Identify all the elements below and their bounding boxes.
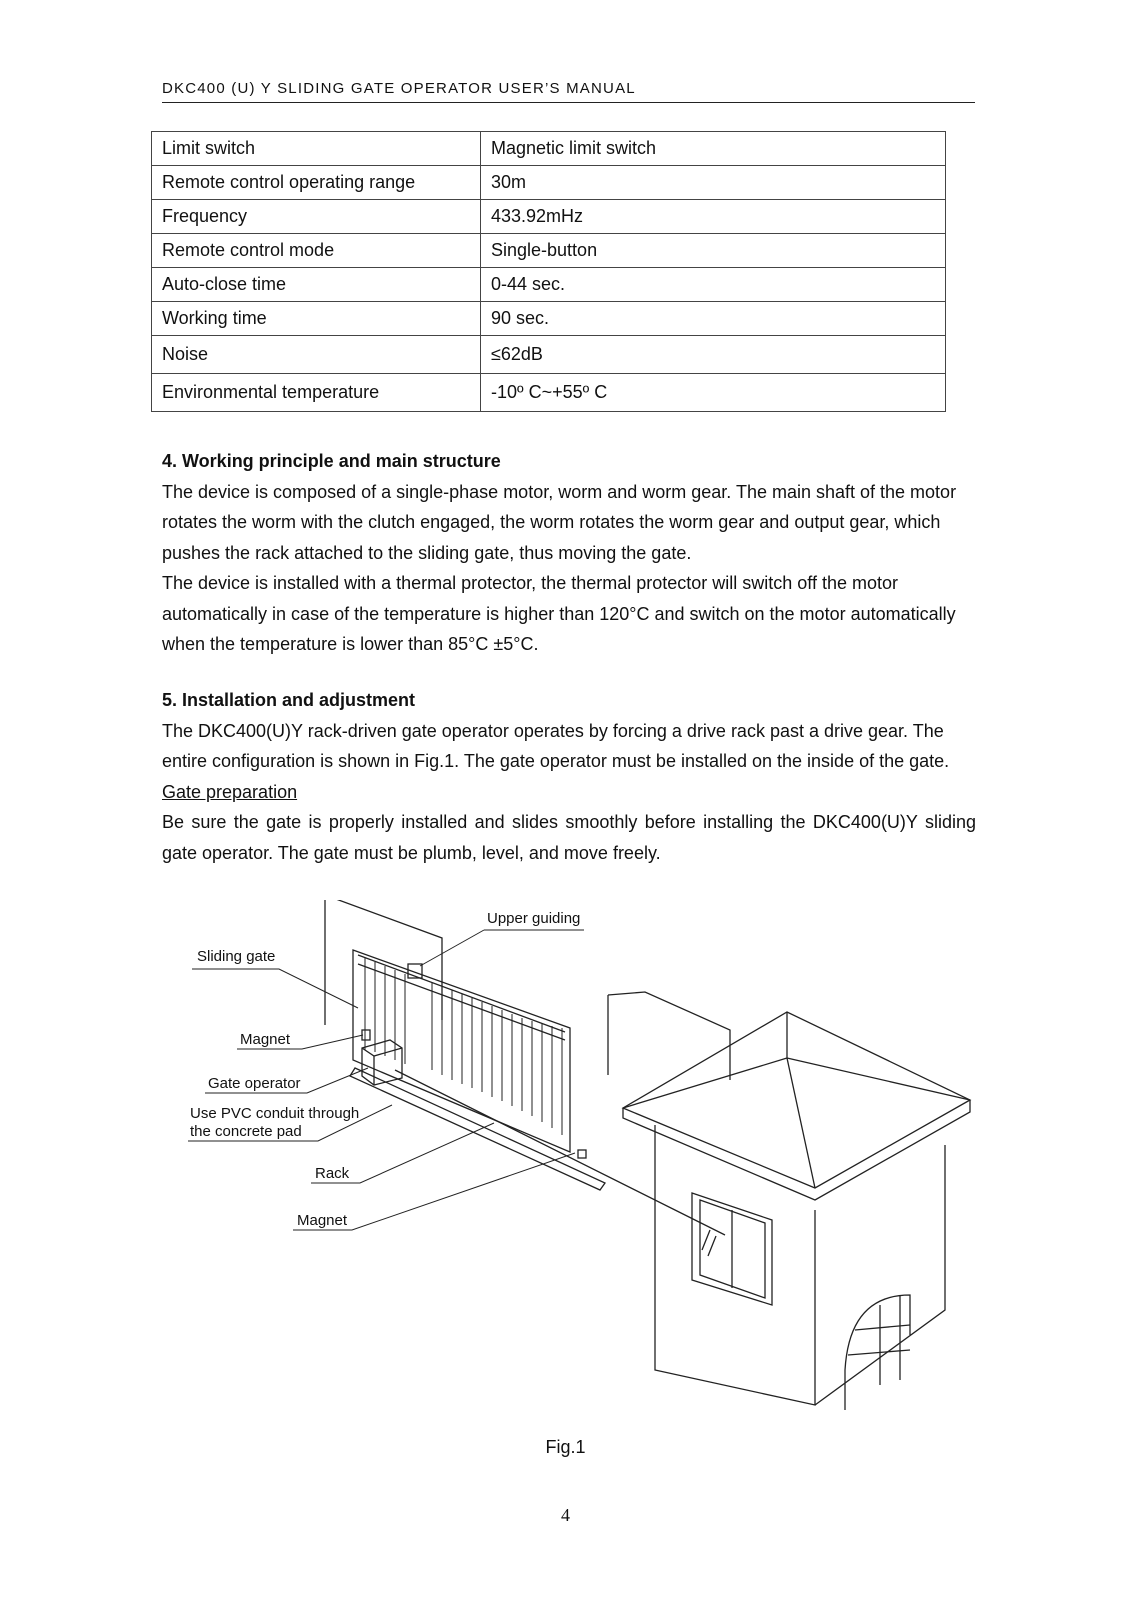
spec-value: Magnetic limit switch xyxy=(481,132,946,166)
label-pvc-line2: the concrete pad xyxy=(190,1123,302,1140)
spec-key: Noise xyxy=(152,336,481,374)
label-magnet-bottom: Magnet xyxy=(297,1212,348,1229)
spec-key: Remote control operating range xyxy=(152,166,481,200)
label-pvc-line1: Use PVC conduit through xyxy=(190,1105,360,1122)
running-header: DKC400 (U) Y SLIDING GATE OPERATOR USER’S MANUAL xyxy=(162,80,975,103)
paragraph: The device is installed with a thermal protector, the thermal protector will switch off the motor automatically in case of the temperature is higher than 120°C and switch on the motor automatically when the temperature is lower than 85°C ±5°C. xyxy=(162,573,956,654)
spec-value: 433.92mHz xyxy=(481,200,946,234)
page-number: 4 xyxy=(561,1505,570,1525)
table-row xyxy=(152,336,946,374)
paragraph: The DKC400(U)Y rack-driven gate operator operates by forcing a drive rack past a drive gear. The entire configuration is shown in Fig.1. The gate operator must be installed on the inside of the gate. xyxy=(162,720,950,771)
spec-key: Auto-close time xyxy=(152,268,481,302)
spec-key: Remote control mode xyxy=(152,234,481,268)
label-sliding-gate: Sliding gate xyxy=(197,948,276,965)
spec-value: Single-button xyxy=(481,234,946,268)
table-row xyxy=(152,166,946,200)
table-row xyxy=(152,200,946,234)
label-gate-operator: Gate operator xyxy=(208,1075,301,1092)
gate-diagram xyxy=(180,900,1000,1445)
section-heading: 5. Installation and adjustment xyxy=(162,690,416,710)
subheading: Gate preparation xyxy=(162,781,298,802)
table-row xyxy=(152,132,946,166)
spec-value: 90 sec. xyxy=(481,302,946,336)
paragraph: Be sure the gate is properly installed and slides smoothly before installing the DKC400(U)Y sliding gate operator. The gate must be plumb, level, and move freely. xyxy=(162,812,976,863)
spec-key: Environmental temperature xyxy=(152,374,481,412)
spec-value: 30m xyxy=(481,166,946,200)
spec-value: 0-44 sec. xyxy=(481,268,946,302)
table-row xyxy=(152,268,946,302)
label-upper-guiding: Upper guiding xyxy=(487,910,581,927)
paragraph: The device is composed of a single-phase motor, worm and worm gear. The main shaft of the motor rotates the worm with the clutch engaged, the worm rotates the worm gear and output gear, which pushes the rack attached to the sliding gate, thus moving the gate. xyxy=(162,481,957,563)
spec-key: Limit switch xyxy=(152,132,481,166)
label-magnet-top: Magnet xyxy=(240,1031,291,1048)
spec-key: Frequency xyxy=(152,200,481,234)
spec-key: Working time xyxy=(152,302,481,336)
label-rack: Rack xyxy=(315,1165,350,1182)
figure-caption: Fig.1 xyxy=(545,1437,586,1457)
installation-figure xyxy=(180,900,1000,1445)
section-5 xyxy=(162,685,976,868)
specifications-table xyxy=(151,131,946,412)
table-row xyxy=(152,234,946,268)
table-row xyxy=(152,374,946,412)
spec-value: ≤62dB xyxy=(481,336,946,374)
table-row xyxy=(152,302,946,336)
section-4 xyxy=(162,446,976,660)
section-heading: 4. Working principle and main structure xyxy=(162,451,501,471)
spec-value: -10º C~+55º C xyxy=(481,374,946,412)
